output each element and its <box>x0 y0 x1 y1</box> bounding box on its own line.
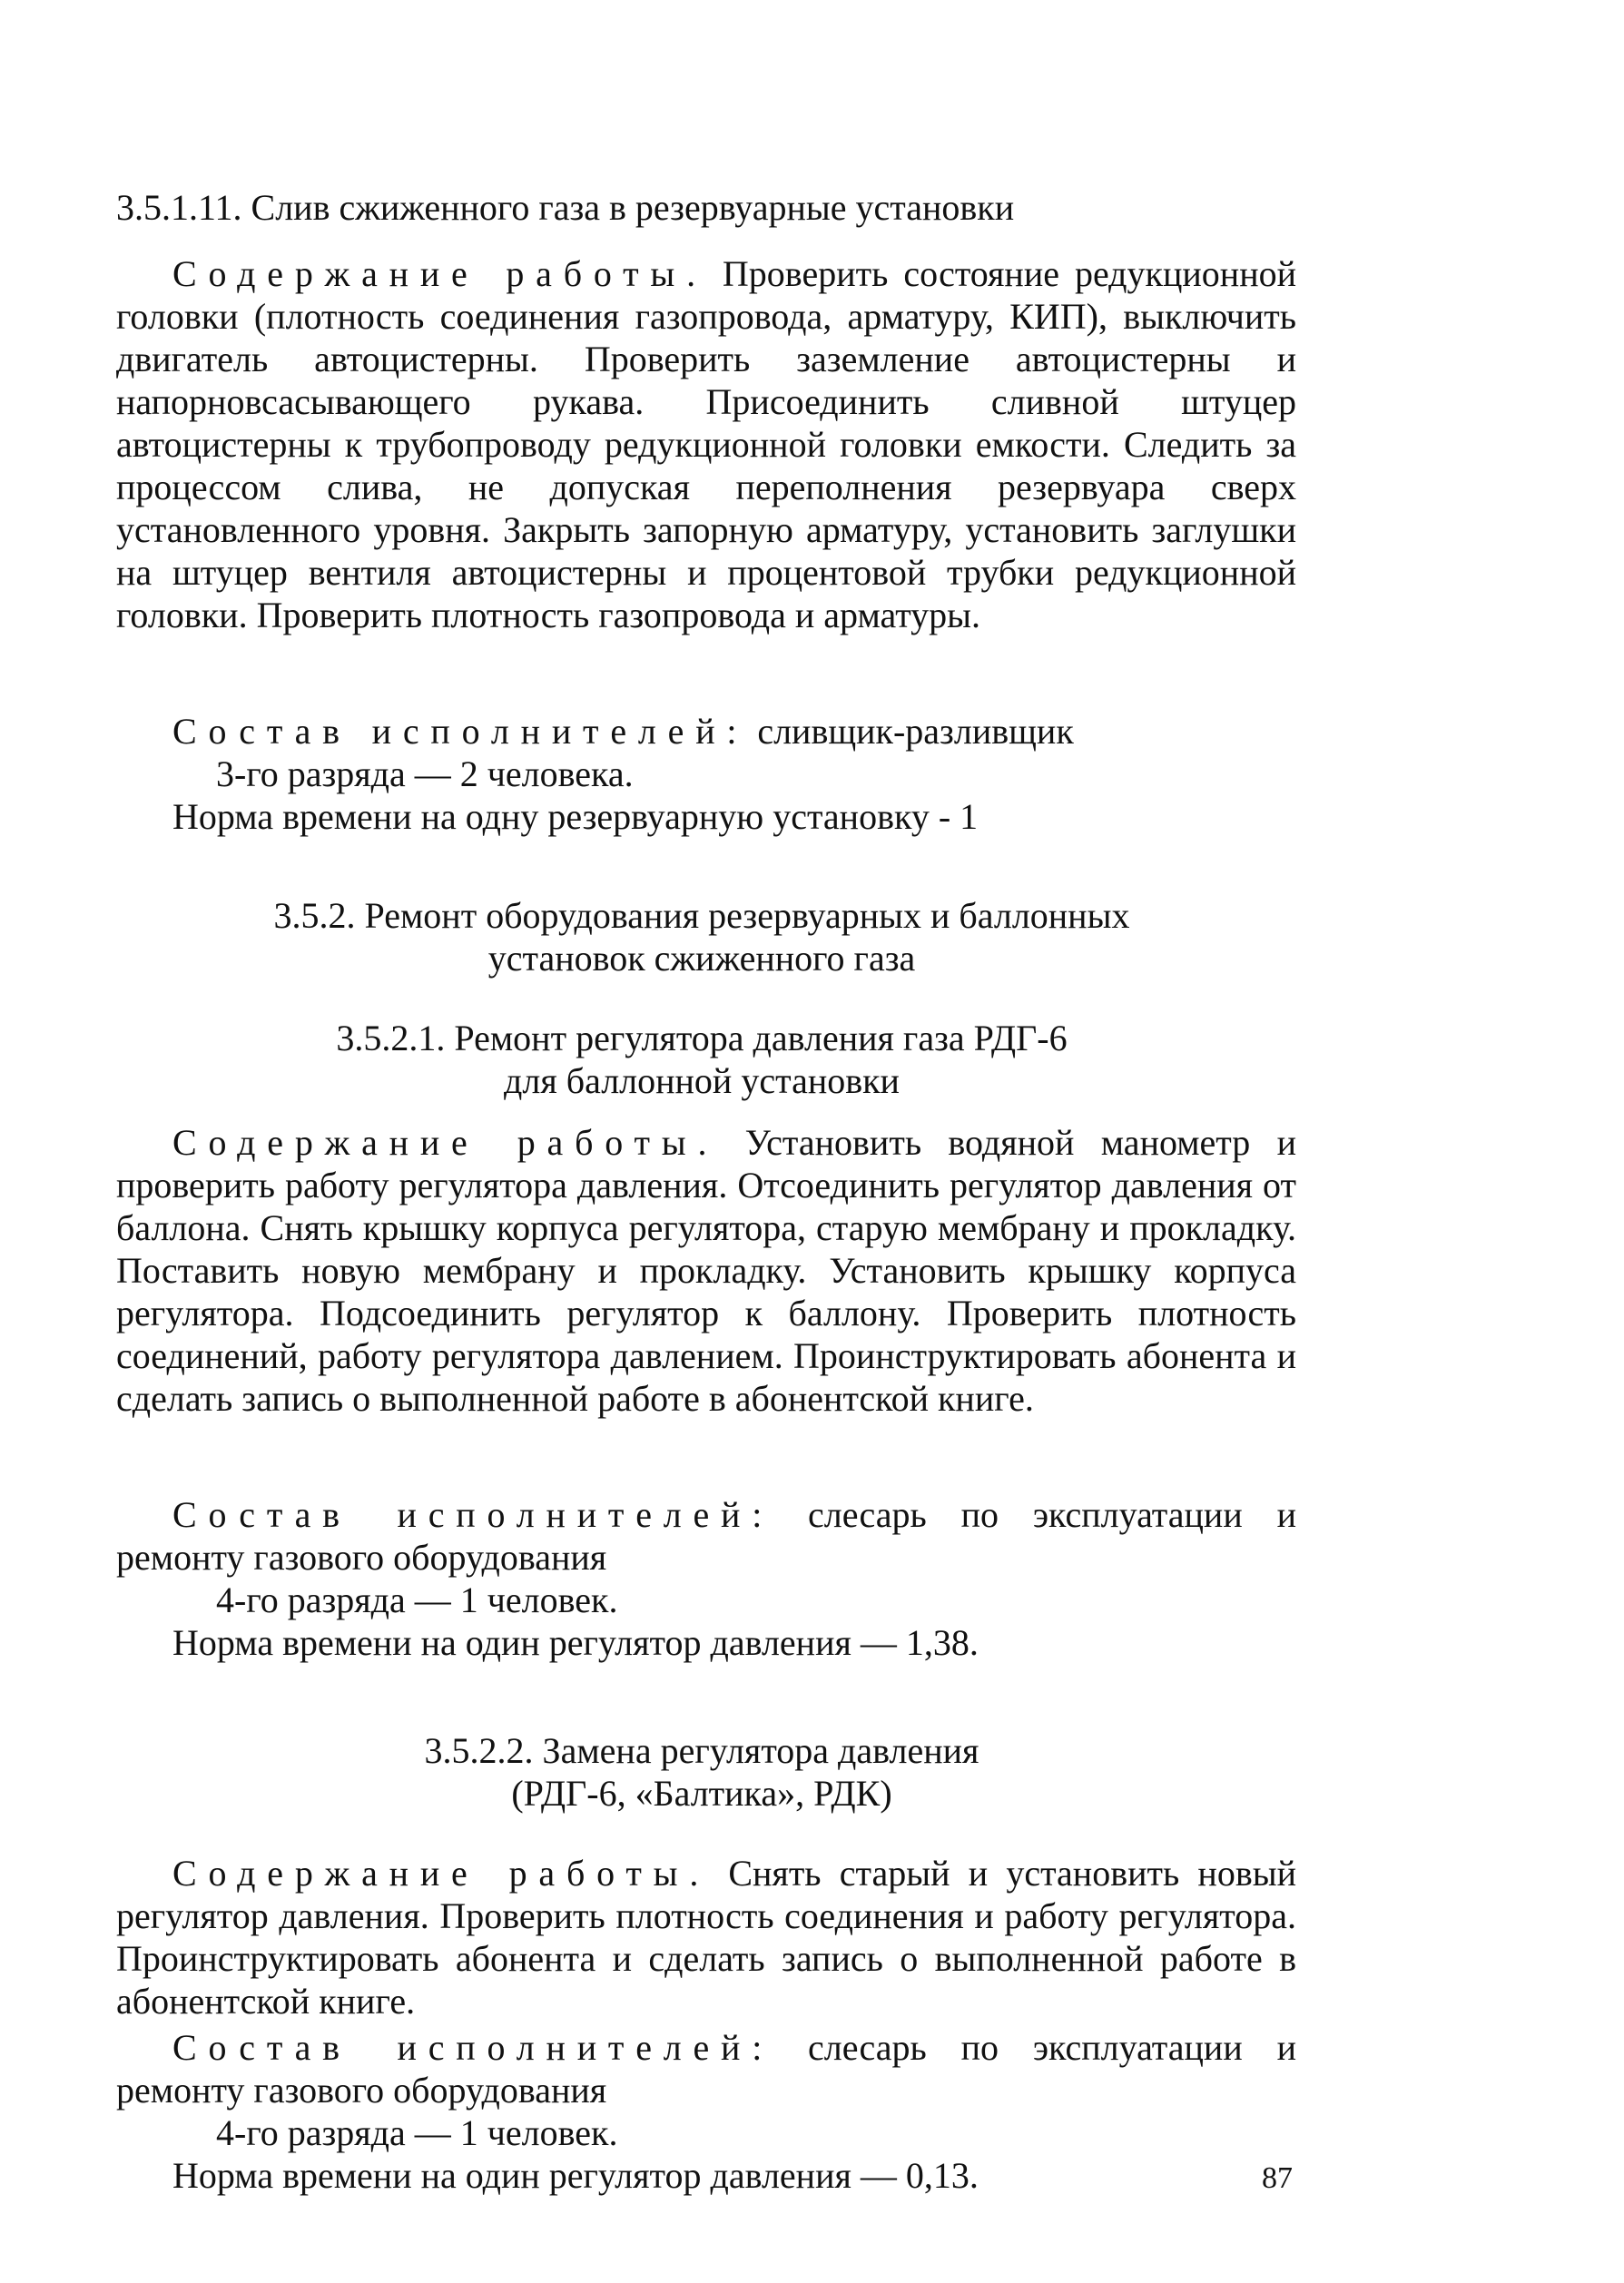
content-label: Содержание работы. <box>172 253 707 294</box>
page-number: 87 <box>1262 2161 1293 2195</box>
content-text: Установить водяной манометр и проверить работу регулятора давления. Отсоединить регулятор давления от баллона. Снять крышку корпуса регулятора, старую мембрану и прокладку. Поставить новую мембрану и прокладку. Установить крышку корпуса регулятора. Подсоединить регулятор к баллону. Проверить плотность соединений, работу регулятора давлением. Проинструктировать абонента и сделать запись о выполненной работе в абонентской книге. <box>116 1122 1296 1419</box>
section-heading-3-5-2-1 <box>116 1017 1287 1102</box>
section-heading-3-5-2-2 <box>116 1729 1287 1815</box>
rank-text: 4-го разряда — 1 человек. <box>216 2112 618 2153</box>
staff-label: Состав исполнителей: <box>172 1494 774 1535</box>
content-text: Снять старый и установить новый регулятор давления. Проверить плотность соединения и работу регулятора. Проинструктировать абонента и сделать запись о выполненной работе в абонентской книге. <box>116 1853 1296 2022</box>
content-text: Проверить состояние редукционной головки (плотность соединения газопровода, арматуру, КИП), выключить двигатель автоцистерны. Проверить заземление автоцистерны и напорновсасывающего рукава. Присоединить сливной штуцер автоцистерны к трубопроводу редукционной головки емкости. Следить за процессом слива, не допуская переполнения резервуара сверх установленного уровня. Закрыть запорную арматуру, установить заглушки на штуцер вентиля автоцистерны и процентовой трубки редукционной головки. Проверить плотность газопровода и арматуры. <box>116 253 1296 635</box>
norm-text: Норма времени на один регулятор давления — 0,13. <box>172 2155 979 2196</box>
heading-line-1: 3.5.2. Ремонт оборудования резервуарных и баллонных <box>273 895 1130 936</box>
content-label: Содержание работы. <box>172 1853 711 1894</box>
norm-text: Норма времени на один регулятор давления — 1,38. <box>172 1622 979 1663</box>
staff-paragraph-3-5-2-1 <box>116 1493 1296 1664</box>
heading-text: 3.5.1.11. Слив сжиженного газа в резервуарные установки <box>116 187 1015 228</box>
section-heading-3-5-2 <box>116 894 1287 979</box>
rank-text: 4-го разряда — 1 человек. <box>216 1579 618 1620</box>
section-body-3-5-1-11 <box>116 252 1296 636</box>
rank-text: 3-го разряда — 2 человека. <box>216 753 634 794</box>
staff-label: Состав исполнителей: <box>172 711 749 752</box>
staff-text: слесарь по эксплуатации и ремонту газового оборудования <box>116 1494 1296 1578</box>
heading-line-1: 3.5.2.1. Ремонт регулятора давления газа РДГ-6 <box>336 1018 1068 1058</box>
section-body-3-5-2-1 <box>116 1121 1296 1420</box>
heading-line-2: для баллонной установки <box>504 1060 900 1101</box>
section-heading-3-5-1-11 <box>116 186 1296 229</box>
content-label: Содержание работы. <box>172 1122 719 1163</box>
heading-line-2: установок сжиженного газа <box>487 938 916 979</box>
heading-line-2: (РДГ-6, «Балтика», РДК) <box>511 1773 892 1814</box>
staff-text: сливщик-разливщик <box>757 711 1074 752</box>
section-body-3-5-2-2 <box>116 1852 1296 2022</box>
norm-text: Норма времени на одну резервуарную установку - 1 <box>172 796 979 837</box>
staff-text: слесарь по эксплуатации и ремонту газового оборудования <box>116 2027 1296 2111</box>
heading-line-1: 3.5.2.2. Замена регулятора давления <box>424 1730 979 1771</box>
staff-paragraph-3-5-2-2 <box>116 2026 1296 2197</box>
staff-label: Состав исполнителей: <box>172 2027 774 2068</box>
staff-paragraph-3-5-1-11 <box>116 710 1296 838</box>
